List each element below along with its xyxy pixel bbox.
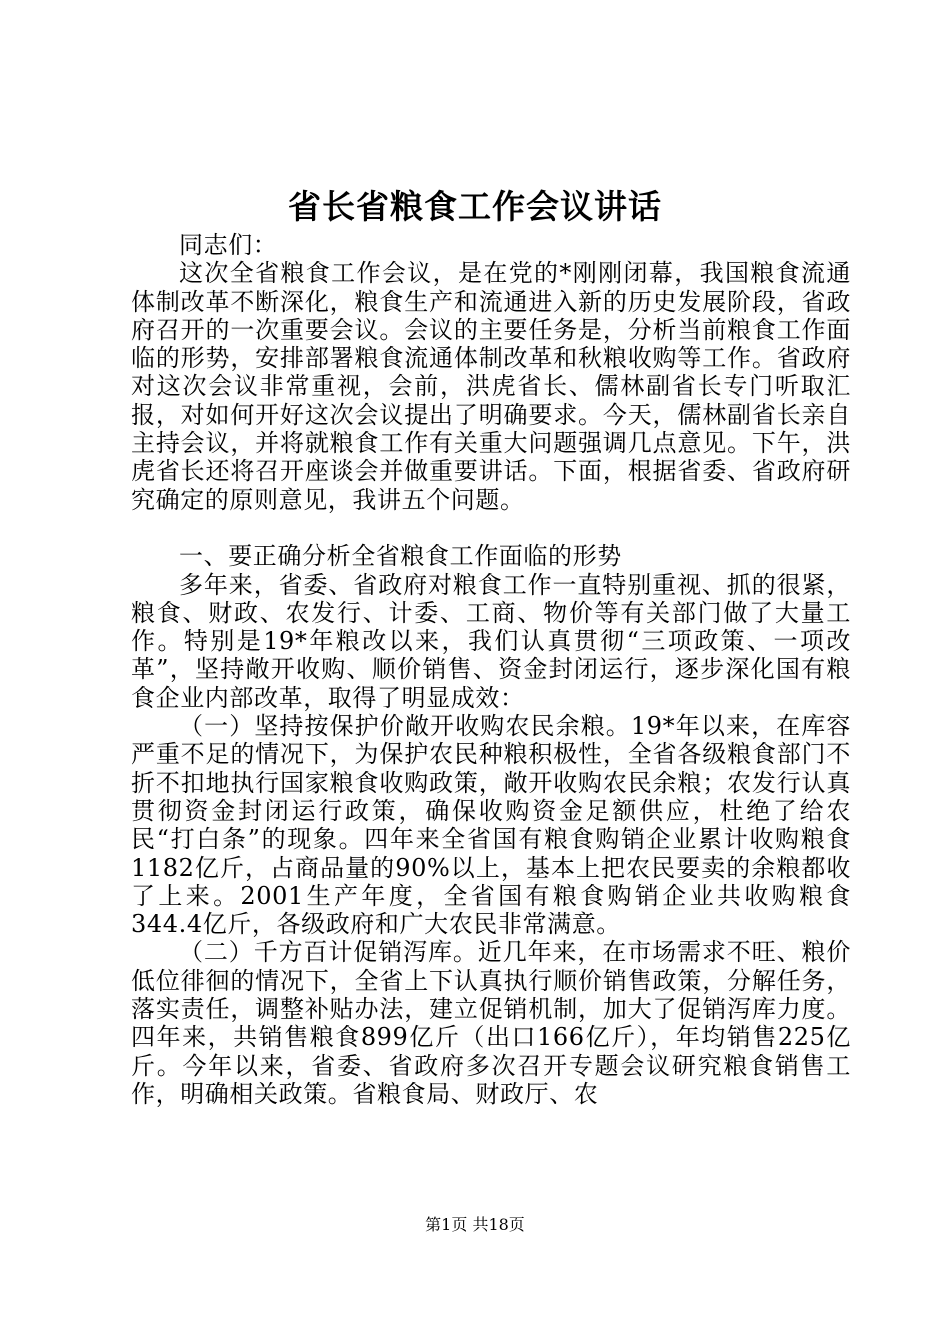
salutation-paragraph: 同志们：: [179, 231, 278, 259]
page-number-footer: 第1页 共18页: [425, 1215, 525, 1234]
subsection-paragraph: （二）千方百计促销泻库。近几年来，在市场需求不旺、粮价低位徘徊的情况下，全省上下认真执行顺价销售政策，分解任务，落实责任，调整补贴办法，建立促销机制，加大了促销泻库力度。四年来，共销售粮食899亿斤（出口166亿斤），年均销售225亿斤。今年以来，省委、省政府多次召开专题会议研究粮食销售工作，明确相关政策。省粮食局、财政厅、农: [131, 938, 851, 1108]
paragraph-gap: [131, 514, 851, 542]
intro-paragraph: 这次全省粮食工作会议，是在党的*刚刚闭幕，我国粮食流通体制改革不断深化，粮食生产和流通进入新的历史发展阶段，省政府召开的一次重要会议。会议的主要任务是，分析当前粮食工作面临的形势，安排部署粮食流通体制改革和秋粮收购等工作。省政府对这次会议非常重视，会前，洪虎省长、儒林副省长专门听取汇报，对如何开好这次会议提出了明确要求。今天，儒林副省长亲自主持会议，并将就粮食工作有关重大问题强调几点意见。下午，洪虎省长还将召开座谈会并做重要讲话。下面，根据省委、省政府研究确定的原则意见，我讲五个问题。: [131, 259, 851, 514]
body-paragraph: 多年来，省委、省政府对粮食工作一直特别重视、抓的很紧，粮食、财政、农发行、计委、工商、物价等有关部门做了大量工作。特别是19*年粮改以来，我们认真贯彻“三项政策、一项改革”，坚持敞开收购、顺价销售、资金封闭运行，逐步深化国有粮食企业内部改革，取得了明显成效：: [131, 570, 851, 712]
document-title: 省长省粮食工作会议讲话: [288, 187, 662, 226]
section-heading: 一、要正确分析全省粮食工作面临的形势: [179, 542, 622, 571]
document-body: [131, 231, 851, 1108]
subsection-paragraph: （一）坚持按保护价敞开收购农民余粮。19*年以来，在库容严重不足的情况下，为保护农民种粮积极性，全省各级粮食部门不折不扣地执行国家粮食收购政策，敞开收购农民余粮；农发行认真贯彻资金封闭运行政策，确保收购资金足额供应，杜绝了给农民“打白条”的现象。四年来全省国有粮食购销企业累计收购粮食1182亿斤，占商品量的90%以上，基本上把农民要卖的余粮都收了上来。2001生产年度，全省国有粮食购销企业共收购粮食344.4亿斤，各级政府和广大农民非常满意。: [131, 712, 851, 939]
